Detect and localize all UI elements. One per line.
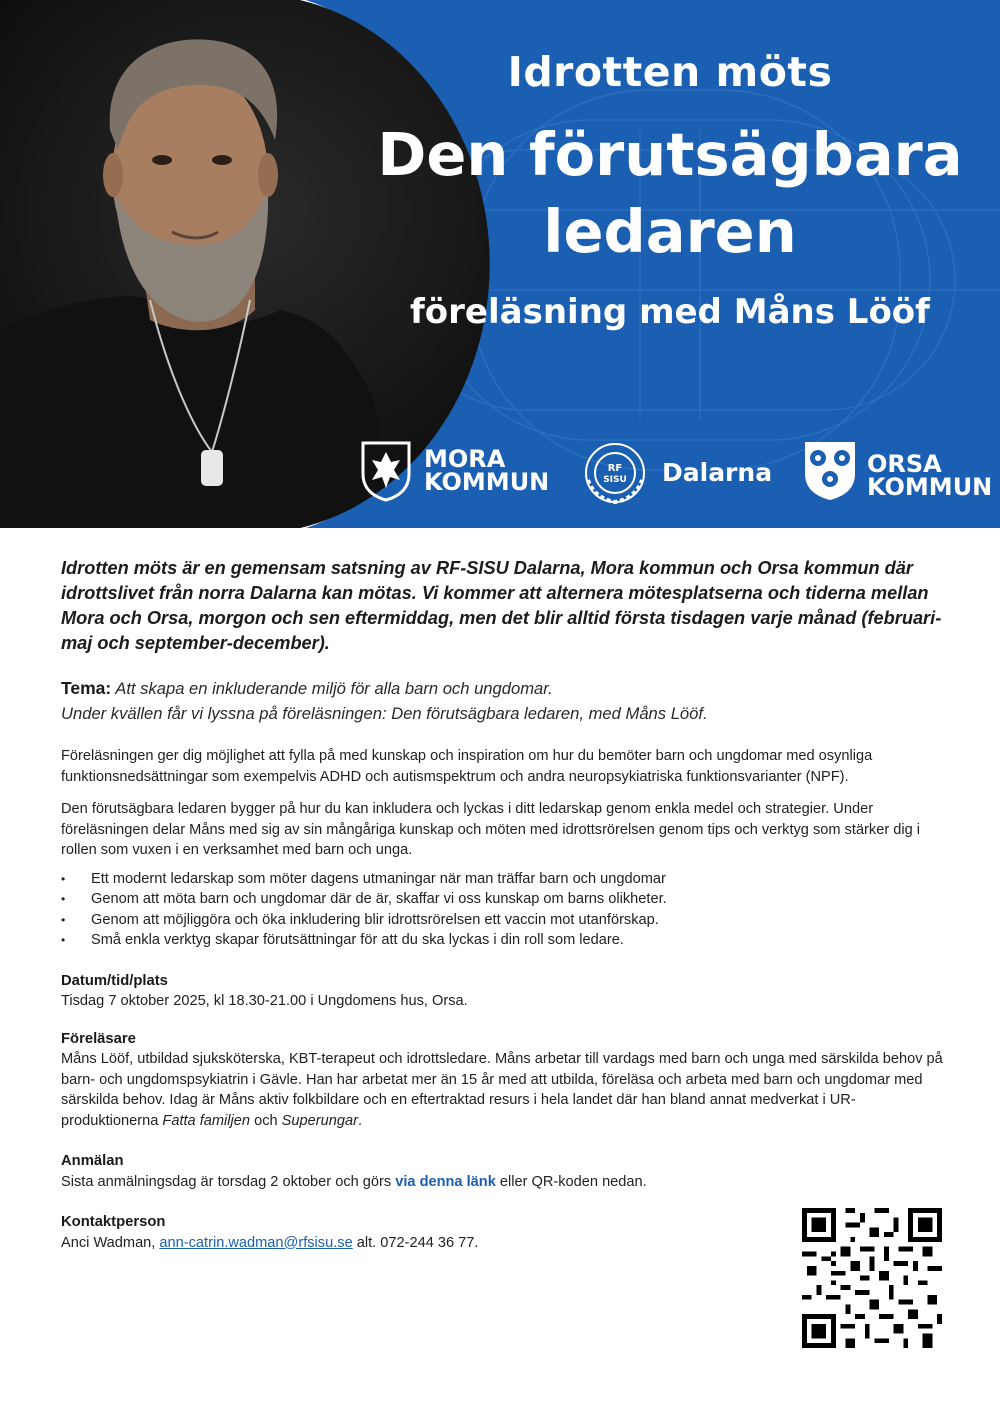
rf-logo-text: Dalarna [662,458,773,487]
qr-code-icon[interactable] [801,1208,943,1348]
registration-heading: Anmälan [61,1153,124,1169]
registration-text [61,1172,951,1193]
list-item: • Genom att möjliggöra och öka inkludering blir idrottsrörelsen ett vaccin mot utanförskap. [91,910,951,931]
theme-section [61,676,951,726]
contact-heading: Kontaktperson [61,1214,166,1230]
lecturer-end: . [357,1112,363,1129]
body-paragraph-1: Föreläsningen ger dig möjlighet att fylla på med kunskap och inspiration om hur du bemöter barn och ungdomar med osynliga funktionsnedsättningar som exempelvis ADHD och autismspektrum och andra neuropsykiatriska funktionsvarianter (NPF). [61,748,873,785]
contact-phone: alt. 072-244 36 77. [352,1234,479,1251]
lecture-title-line-1: Den förutsägbara [377,120,963,189]
lecture-subtitle: föreläsning med Måns Lööf [410,292,930,332]
orsa-logo-line-2: KOMMUN [867,473,993,501]
mora-coat-of-arms-icon [360,440,412,502]
svg-text:SISU: SISU [603,475,627,485]
event-series-title: Idrotten möts [507,48,833,96]
theme-line-2: Under kvällen får vi lyssna på föreläsningen: Den förutsägbara ledaren, med Måns Lööf. [61,704,708,723]
flyer-content [61,556,951,1253]
lecturer-bio: Måns Lööf, utbildad sjuksköterska, KBT-terapeut och idrottsledare. Måns arbetar till vardags med barn och unga med särskilda behov på barn- och ungdomspsykiatrin i Gävle. Han har arbetat mer än 15 år med att utbilda, föreläsa och arbeta med barn och ungdomar med särskilda behov. Idag är Måns aktiv folkbildare och en eftertraktad resurs i hela landet där han bland annat medverkat i UR-produktionerna [61,1051,943,1129]
mora-logo-line-1: MORA [424,445,506,473]
intro-paragraph: Idrotten möts är en gemensam satsning av RF-SISU Dalarna, Mora kommun och Orsa kommun där idrottslivet från norra Dalarna kan mötas. Vi kommer att alternera mötesplatserna och tiderna mellan Mora och Orsa, morgon och sen eftermiddag, men det blir alltid första tisdagen varje månad (februari-maj och september-december). [61,558,942,653]
header-banner [0,0,1000,528]
body-paragraph-2: Den förutsägbara ledaren bygger på hur du kan inkludera och lyckas i ditt ledarskap genom enkla medel och strategier. Under föreläsningen delar Måns med sig av sin mångåriga kunskap och möten med idrottsrörelsen genom tips och verktyg som stärker dig i rollen som vuxen i en verksamhet med barn och unga. [61,801,921,858]
orsa-logo-line-1: ORSA [867,450,942,478]
mora-logo-line-2: KOMMUN [424,468,550,496]
lecturer-text [61,1049,951,1131]
list-item: • Genom att möta barn och ungdomar där de är, skaffar vi oss kunskap om barns olikheter. [91,889,951,910]
list-item: • Små enkla verktyg skapar förutsättningar för att du ska lyckas i din roll som ledare. [91,930,951,951]
lecture-title-line-2: ledaren [543,197,797,266]
banner-title-block [360,40,980,332]
datetime-heading: Datum/tid/plats [61,972,168,989]
registration-after: eller QR-koden nedan. [495,1173,647,1190]
contact-email-link[interactable]: ann-catrin.wadman@rfsisu.se [159,1234,353,1251]
registration-before: Sista anmälningsdag är torsdag 2 oktober och görs [61,1173,396,1190]
theme-label: Tema: [61,678,112,698]
lecturer-heading: Föreläsare [61,1030,136,1047]
orsa-coat-of-arms-icon [803,440,857,502]
svg-text:RF: RF [607,463,623,474]
lecture-title [360,116,980,270]
datetime-text: Tisdag 7 oktober 2025, kl 18.30-21.00 i Ungdomens hus, Orsa. [61,993,468,1009]
lecturer-joiner: och [250,1112,282,1129]
registration-link[interactable]: via denna länk [395,1173,496,1190]
rf-sisu-emblem-icon [582,440,648,506]
list-item: • Ett modernt ledarskap som möter dagens utmaningar när man träffar barn och ungdomar [91,869,951,890]
theme-text: Att skapa en inkluderande miljö för alla barn och ungdomar. [115,679,553,698]
benefit-list [61,869,951,951]
contact-name: Anci Wadman, [61,1234,160,1251]
production-title-2: Superungar [281,1112,358,1129]
production-title-1: Fatta familjen [162,1112,251,1129]
